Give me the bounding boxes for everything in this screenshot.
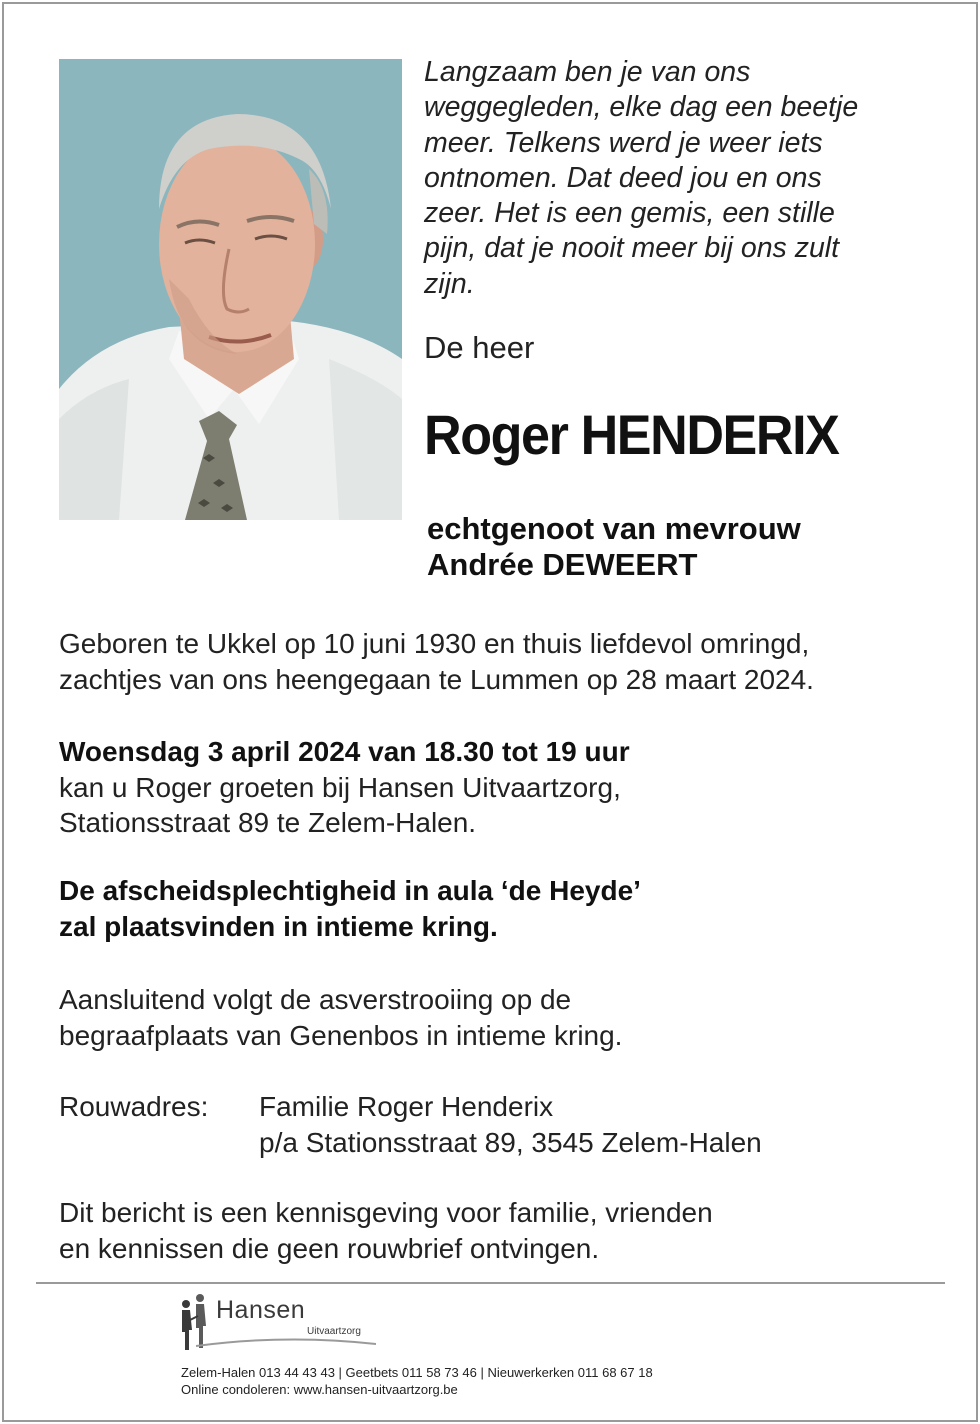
memorial-poem bbox=[424, 55, 924, 302]
poem-line: Langzaam ben je van ons bbox=[424, 56, 751, 88]
text-line: kan u Roger groeten bij Hansen Uitvaartzorg, bbox=[59, 771, 621, 803]
honorific: De heer bbox=[424, 330, 535, 365]
text-line: begraafplaats van Genenbos in intieme kring. bbox=[59, 1019, 623, 1051]
address-line: p/a Stationsstraat 89, 3545 Zelem-Halen bbox=[259, 1126, 762, 1158]
poem-line: pijn, dat je nooit meer bij ons zult bbox=[424, 232, 840, 265]
birth-death-paragraph bbox=[59, 626, 939, 697]
visitation-heading: Woensdag 3 april 2024 van 18.30 tot 19 uur bbox=[59, 736, 630, 767]
address-line: Familie Roger Henderix bbox=[259, 1091, 554, 1122]
portrait-photo bbox=[59, 59, 402, 520]
spouse-info bbox=[427, 511, 801, 583]
text-line: Dit bericht is een kennisgeving voor familie, vrienden bbox=[59, 1197, 713, 1228]
text-line: Geboren te Ukkel op 10 juni 1930 en thuis liefdevol omringd, bbox=[59, 628, 810, 659]
logo-subtitle: Uitvaartzorg bbox=[307, 1326, 361, 1337]
logo-name: Hansen bbox=[216, 1296, 306, 1324]
spouse-line: echtgenoot van mevrouw bbox=[427, 511, 801, 546]
online-condolence-link[interactable]: Online condoleren: www.hansen-uitvaartzorg.be bbox=[181, 1382, 458, 1397]
address-label: Rouwadres: bbox=[59, 1091, 209, 1122]
ceremony-paragraph bbox=[59, 873, 939, 944]
text-line: Stationsstraat 89 te Zelem-Halen. bbox=[59, 807, 477, 838]
spouse-name: Andrée DEWEERT bbox=[427, 547, 698, 582]
logo-swoosh bbox=[196, 1334, 376, 1354]
notice-paragraph bbox=[59, 1195, 939, 1266]
poem-line: weggegleden, elke dag een beetje bbox=[424, 91, 859, 124]
text-line: Aansluitend volgt de asverstrooiing op de bbox=[59, 984, 572, 1015]
text-line: De afscheidsplechtigheid in aula ‘de Heyde’ bbox=[59, 875, 641, 906]
funeral-home-logo bbox=[176, 1290, 396, 1356]
scattering-paragraph bbox=[59, 982, 939, 1053]
deceased-name: Roger HENDERIX bbox=[424, 403, 839, 466]
footer-divider bbox=[36, 1282, 945, 1284]
text-line: en kennissen die geen rouwbrief ontvingen. bbox=[59, 1232, 600, 1264]
text-line: zal plaatsvinden in intieme kring. bbox=[59, 910, 498, 942]
phone-numbers: Zelem-Halen 013 44 43 43 | Geetbets 011 58 73 46 | Nieuwerkerken 011 68 67 18 bbox=[181, 1365, 653, 1380]
poem-line: zijn. bbox=[424, 267, 475, 300]
poem-line: zeer. Het is een gemis, een stille bbox=[424, 197, 835, 230]
poem-line: ontnomen. Dat deed jou en ons bbox=[424, 161, 822, 194]
visitation-paragraph bbox=[59, 734, 939, 841]
text-line: zachtjes van ons heengegaan te Lummen op 28 maart 2024. bbox=[59, 663, 814, 695]
poem-line: meer. Telkens werd je weer iets bbox=[424, 126, 823, 159]
contact-info bbox=[181, 1364, 653, 1398]
